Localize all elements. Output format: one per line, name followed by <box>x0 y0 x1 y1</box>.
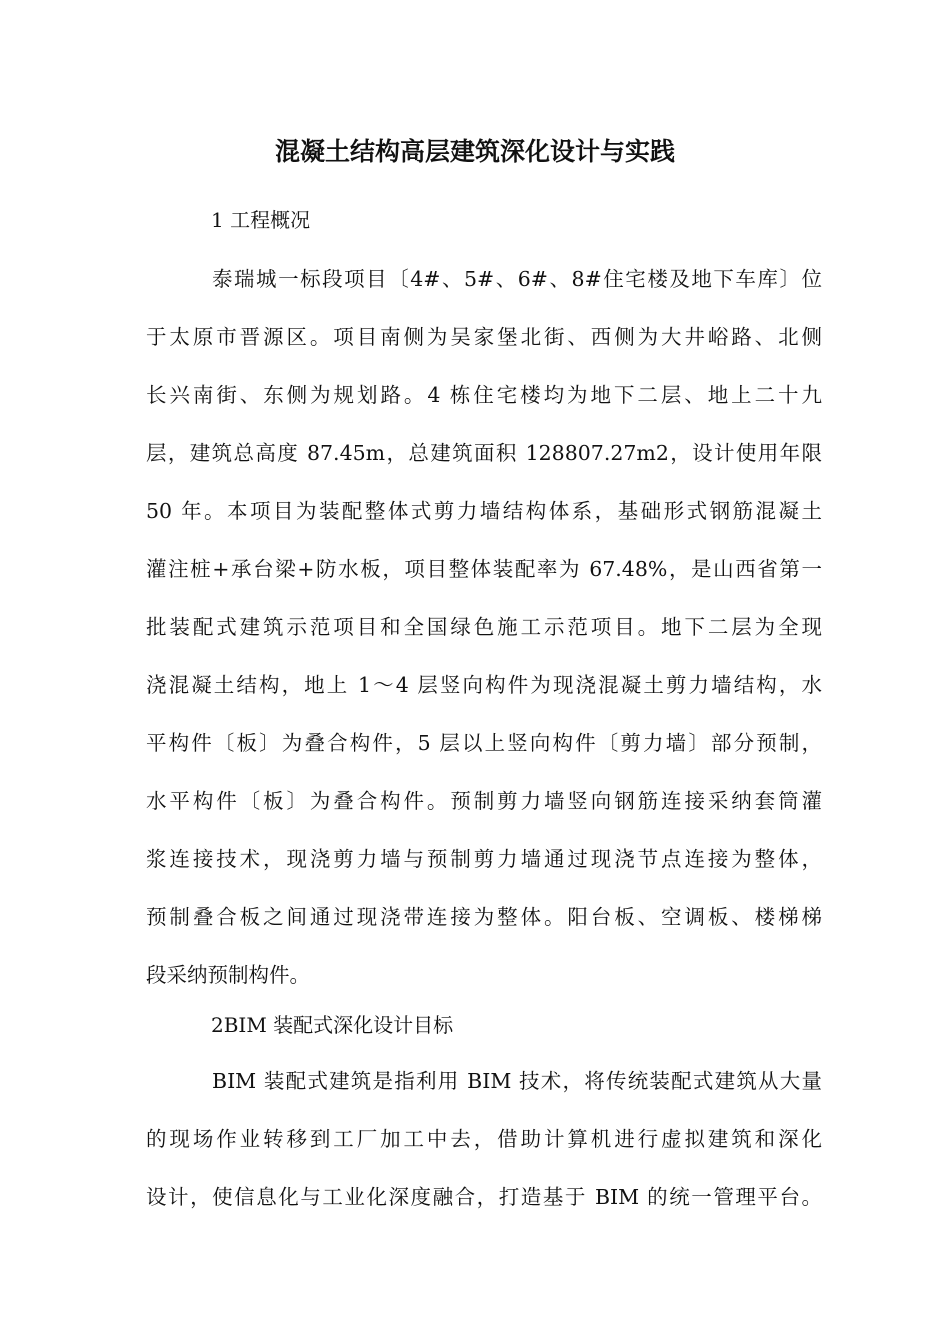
paragraph-line: 批装配式建筑示范项目和全国绿色施工示范项目。地下二层为全现 <box>146 615 822 639</box>
document-title: 混凝土结构高层建筑深化设计与实践 <box>274 137 675 166</box>
paragraph-line: 浆连接技术，现浇剪力墙与预制剪力墙通过现浇节点连接为整体， <box>146 847 822 871</box>
paragraph-line: 层，建筑总高度 87.45m，总建筑面积 128807.27m2，设计使用年限 <box>146 441 822 465</box>
paragraph-line: 设计，使信息化与工业化深度融合，打造基于 BIM 的统一管理平台。 <box>146 1185 822 1209</box>
section-heading-project-overview: 1 工程概况 <box>211 208 311 232</box>
paragraph-line: 的现场作业转移到工厂加工中去，借助计算机进行虚拟建筑和深化 <box>146 1127 822 1151</box>
paragraph-line: 水平构件〔板〕为叠合构件。预制剪力墙竖向钢筋连接采纳套筒灌 <box>146 789 822 813</box>
paragraph-line: 灌注桩+承台梁+防水板，项目整体装配率为 67.48%，是山西省第一 <box>146 557 822 581</box>
section-heading-bim-design-goals: 2BIM 装配式深化设计目标 <box>211 1013 454 1037</box>
paragraph-line: 段采纳预制构件。 <box>146 963 310 987</box>
paragraph-line: 于太原市晋源区。项目南侧为吴家堡北街、西侧为大井峪路、北侧 <box>146 325 822 349</box>
paragraph-bim-design-goals <box>146 1066 822 1240</box>
paragraph-line: 长兴南街、东侧为规划路。4 栋住宅楼均为地下二层、地上二十九 <box>146 383 822 407</box>
paragraph-line: 浇混凝土结构，地上 1～4 层竖向构件为现浇混凝土剪力墙结构，水 <box>146 673 822 697</box>
paragraph-line: 50 年。本项目为装配整体式剪力墙结构体系，基础形式钢筋混凝土 <box>146 499 822 523</box>
paragraph-line: 平构件〔板〕为叠合构件，5 层以上竖向构件〔剪力墙〕部分预制， <box>146 731 822 755</box>
paragraph-line: 预制叠合板之间通过现浇带连接为整体。阳台板、空调板、楼梯梯 <box>146 905 822 929</box>
paragraph-project-overview <box>146 264 822 1018</box>
paragraph-line: 泰瑞城一标段项目〔4#、5#、6#、8#住宅楼及地下车库〕位 <box>212 267 822 291</box>
paragraph-line: BIM 装配式建筑是指利用 BIM 技术，将传统装配式建筑从大量 <box>212 1069 822 1093</box>
